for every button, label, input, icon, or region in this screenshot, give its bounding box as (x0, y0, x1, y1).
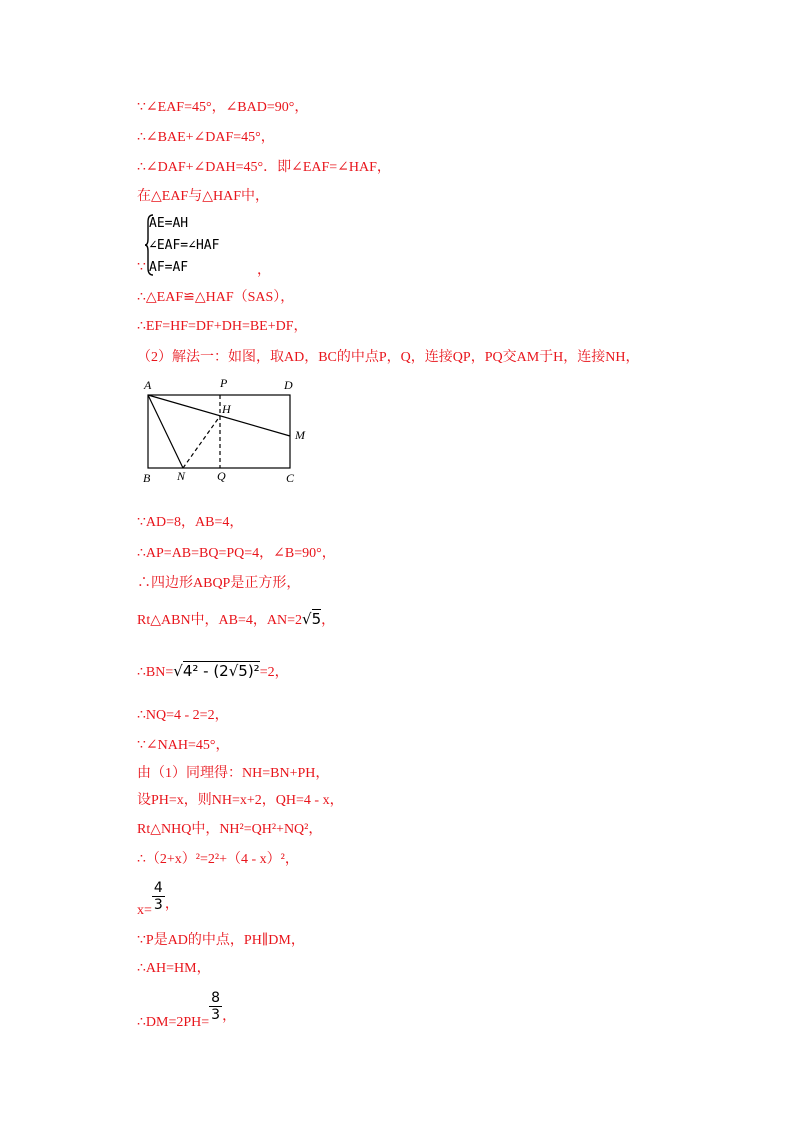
line-5: ∴△EAF≌△HAF（SAS）， (137, 290, 295, 305)
sqrt-expression-radicand: 4² - (2√5)² (182, 662, 260, 680)
label-c: C (286, 471, 295, 485)
line-19-text: x= (137, 902, 152, 918)
line-15: 由（1）同理得：NH=BN+PH， (137, 766, 330, 781)
line-22-text: ∴DM=2PH= (137, 1014, 210, 1030)
line-22-comma: ， (222, 1008, 237, 1024)
geometry-figure (138, 375, 318, 487)
line-9: ∴AP=AB=BQ=PQ=4，∠B=90°， (137, 546, 336, 561)
because-symbol: ∵ (137, 260, 146, 275)
segment-nh-dashed (183, 416, 220, 468)
line-20: ∵P是AD的中点，PH∥DM， (137, 933, 305, 948)
line-21: ∴AH=HM， (137, 961, 211, 976)
line-11 (137, 610, 335, 630)
line-7: （2）解法一：如图，取AD，BC的中点P，Q，连接QP，PQ交AM于H，连接NH， (137, 350, 640, 365)
label-p: P (220, 376, 228, 390)
fraction-4-3-numerator: 4 (153, 880, 163, 896)
equation-system (137, 213, 297, 279)
label-b: B (143, 471, 151, 485)
sqrt-5: √5 (302, 610, 322, 628)
line-12-result: =2， (259, 665, 289, 680)
label-n: N (177, 469, 186, 483)
line-22 (137, 990, 237, 1030)
fraction-8-3 (209, 990, 222, 1023)
line-2: ∴∠BAE+∠DAF=45°， (137, 130, 275, 145)
line-16: 设PH=x，则NH=x+2，QH=4 - x， (137, 793, 344, 808)
label-a: A (144, 378, 152, 392)
line-19 (137, 880, 179, 918)
segment-an (148, 395, 183, 468)
line-1: ∵∠EAF=45°，∠BAD=90°， (137, 100, 309, 115)
label-d: D (284, 378, 293, 392)
fraction-8-3-numerator: 8 (211, 990, 221, 1006)
fraction-4-3-denominator: 3 (153, 897, 163, 913)
rectangle-abcd (148, 395, 290, 468)
system-line-3: AF=AF (149, 260, 189, 275)
label-q: Q (217, 469, 226, 483)
line-19-comma: ， (164, 896, 179, 912)
line-4: 在△EAF与△HAF中， (137, 189, 269, 204)
system-line-1: AE=AH (149, 216, 189, 231)
system-line-2: ∠EAF=∠HAF (149, 238, 220, 253)
line-12 (137, 662, 289, 682)
line-8: ∵AD=8，AB=4， (137, 515, 244, 530)
label-m: M (295, 428, 305, 442)
fraction-8-3-denominator: 3 (211, 1007, 221, 1023)
line-13: ∴NQ=4 - 2=2， (137, 708, 229, 723)
line-12-text: ∴BN= (137, 665, 174, 680)
line-14: ∵∠NAH=45°， (137, 738, 230, 753)
segment-am (148, 395, 290, 436)
line-10: ∴四边形ABQP是正方形， (137, 576, 301, 591)
line-3: ∴∠DAF+∠DAH=45°．即∠EAF=∠HAF， (137, 160, 391, 175)
line-18: ∴（2+x）²=2²+（4 - x）²， (137, 852, 299, 867)
system-lines (149, 213, 219, 279)
sqrt-expression: √4² - (2√5)² (173, 662, 260, 680)
label-h: H (222, 402, 231, 416)
line-17: Rt△NHQ中，NH²=QH²+NQ²， (137, 822, 323, 837)
fraction-4-3 (152, 880, 165, 913)
sqrt-5-radicand: 5 (311, 610, 322, 628)
line-11-comma: ， (321, 613, 336, 628)
system-comma: ， (257, 263, 271, 278)
line-11-text: Rt△ABN中，AB=4，AN=2 (137, 613, 303, 628)
line-6: ∴EF=HF=DF+DH=BE+DF， (137, 319, 308, 334)
